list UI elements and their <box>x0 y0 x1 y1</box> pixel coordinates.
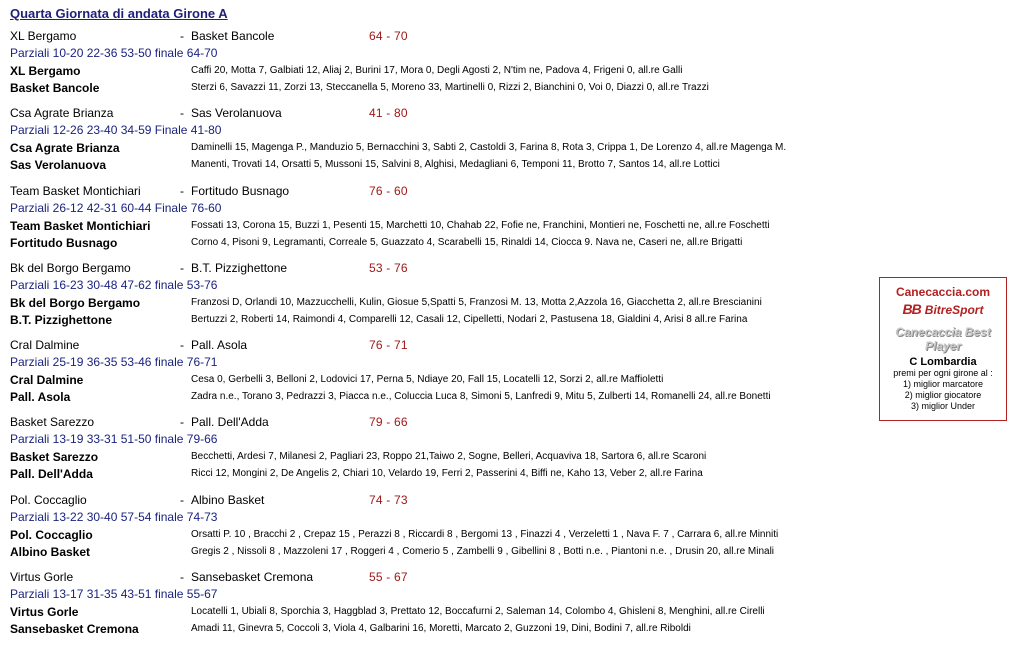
game-block <box>10 493 870 570</box>
team-separator: - <box>180 338 184 353</box>
home-team-label: Pol. Coccaglio <box>10 527 93 542</box>
home-team-name: Csa Agrate Brianza <box>10 106 114 121</box>
home-players: Locatelli 1, Ubiali 8, Sporchia 3, Haggblad 3, Prettato 12, Boccafurni 2, Saleman 14, Colombo 4, Ghisleni 8, Menghini, all.re Cirelli <box>191 606 765 618</box>
team-separator: - <box>180 29 184 43</box>
prize-intro: premi per ogni girone al : <box>893 368 993 378</box>
away-players: Bertuzzi 2, Roberti 14, Raimondi 4, Comparelli 12, Casali 12, Cipelletti, Nodari 2, Pastusena 18, Gialdini 4, Arisi 8 all.re Farina <box>191 313 748 325</box>
home-team-label: Cral Dalmine <box>10 373 84 388</box>
home-players: Orsatti P. 10 , Bracchi 2 , Crepaz 15 , Perazzi 8 , Riccardi 8 , Bergomi 13 , Finazzi 4 , Verzeletti 1 , Nava F. 7 , Carrara 6, all.re Minniti <box>191 528 779 540</box>
team-separator: - <box>180 260 184 275</box>
team-separator: - <box>180 106 184 121</box>
partial-scores: Parziali 13-22 30-40 57-54 finale 74-73 <box>10 509 218 524</box>
away-team-label: Fortitudo Busnago <box>10 235 118 250</box>
game-block <box>10 29 870 106</box>
away-players: Manenti, Trovati 14, Orsatti 5, Mussoni 15, Salvini 8, Alghisi, Medagliani 6, Temponi 11, Brotto 7, Santos 14, all.re Lottici <box>191 159 720 171</box>
away-team-name: Basket Bancole <box>191 29 275 43</box>
away-team-name: Sas Verolanuova <box>191 106 282 121</box>
game-block <box>10 415 870 492</box>
away-team-label: Sas Verolanuova <box>10 158 107 173</box>
sponsor-brand <box>880 301 1006 317</box>
final-score: 55 - 67 <box>369 570 408 585</box>
best-player-title: Canecaccia Best Player <box>895 325 991 353</box>
prize-item: 3) miglior Under <box>910 401 976 411</box>
page-title[interactable]: Quarta Giornata di andata Girone A <box>10 6 228 21</box>
away-players: Zadra n.e., Torano 3, Pedrazzi 3, Piacca n.e., Coluccia Luca 8, Simoni 5, Lanfredi 9, Mitu 5, Zulberti 14, Romanelli 24, all.re Bonetti <box>191 391 771 403</box>
away-team-name: Pall. Asola <box>191 338 248 353</box>
home-team-label: Team Basket Montichiari <box>10 218 151 233</box>
partial-scores: Parziali 26-12 42-31 60-44 Finale 76-60 <box>10 200 222 215</box>
final-score: 76 - 60 <box>369 183 408 198</box>
home-team-label: Basket Sarezzo <box>10 450 99 465</box>
game-block <box>10 261 870 338</box>
away-players: Amadi 11, Ginevra 5, Coccoli 3, Viola 4, Galbarini 16, Moretti, Marcato 2, Guzzoni 19, Dini, Bodini 7, all.re Riboldi <box>191 623 691 635</box>
partial-scores: Parziali 12-26 23-40 34-59 Finale 41-80 <box>10 123 222 138</box>
prize-item: 1) miglior marcatore <box>902 379 984 389</box>
away-team-label: Pall. Dell'Adda <box>10 467 93 482</box>
team-separator: - <box>180 492 184 507</box>
away-players: Ricci 12, Mongini 2, De Angelis 2, Chiari 10, Velardo 19, Ferri 2, Passerini 4, Biffi ne, Kaho 13, Veber 2, all.re Farina <box>191 468 703 480</box>
region-label: C Lombardia <box>909 356 977 368</box>
team-separator: - <box>180 570 184 585</box>
final-score: 79 - 66 <box>369 415 408 430</box>
away-players: Corno 4, Pisoni 9, Legramanti, Correale 5, Guazzato 4, Scarabelli 15, Rinaldi 14, Ciocca 9. Nava ne, Caseri ne, all.re Brigatti <box>191 236 743 248</box>
home-players: Fossati 13, Corona 15, Buzzi 1, Pesenti 15, Marchetti 10, Chahab 22, Fofie ne, Franchini, Montieri ne, Foschetti ne, all.re Foschetti <box>191 219 770 231</box>
games-list <box>10 29 870 647</box>
away-team-name: B.T. Pizzighettone <box>191 260 288 275</box>
home-team-name: Pol. Coccaglio <box>10 492 87 507</box>
sponsor-banner[interactable] <box>879 277 1007 421</box>
home-team-label: Virtus Gorle <box>10 605 79 620</box>
away-team-label: B.T. Pizzighettone <box>10 312 112 327</box>
home-team-label: Csa Agrate Brianza <box>10 141 120 156</box>
home-players: Becchetti, Ardesi 7, Milanesi 2, Pagliari 23, Roppo 21,Taiwo 2, Sogne, Belleri, Acquaviva 18, Sartora 6, all.re Scaroni <box>191 451 707 463</box>
home-team-name: Basket Sarezzo <box>10 415 95 430</box>
away-team-label: Sansebasket Cremona <box>10 622 139 637</box>
away-players: Sterzi 6, Savazzi 11, Zorzi 13, Steccanella 5, Moreno 33, Martinelli 0, Rizzi 2, Bianchini 0, Voi 0, Diazzi 0, all.re Trazzi <box>191 82 709 93</box>
team-separator: - <box>180 415 184 430</box>
away-team-name: Fortitudo Busnago <box>191 183 290 198</box>
prize-item: 2) miglior giocatore <box>904 390 982 400</box>
away-team-label: Albino Basket <box>10 544 91 559</box>
final-score: 76 - 71 <box>369 338 408 353</box>
partial-scores: Parziali 25-19 36-35 53-46 finale 76-71 <box>10 355 218 370</box>
away-team-name: Sansebasket Cremona <box>191 570 314 585</box>
team-separator: - <box>180 183 184 198</box>
home-team-name: Virtus Gorle <box>10 570 74 585</box>
home-team-name: XL Bergamo <box>10 29 77 43</box>
away-team-label: Pall. Asola <box>10 390 71 405</box>
game-block <box>10 184 870 261</box>
away-team-name: Albino Basket <box>191 492 265 507</box>
partial-scores: Parziali 16-23 30-48 47-62 finale 53-76 <box>10 277 218 292</box>
game-block <box>10 570 870 647</box>
home-players: Caffi 20, Motta 7, Galbiati 12, Aliaj 2, Burini 17, Mora 0, Degli Agosti 2, N'tim ne, Padova 4, Frigeni 0, all.re Galli <box>191 65 683 76</box>
home-team-name: Cral Dalmine <box>10 338 80 353</box>
home-players: Cesa 0, Gerbelli 3, Belloni 2, Lodovici 17, Perna 5, Ndiaye 20, Fall 15, Locatelli 12, Sorzi 2, all.re Maffioletti <box>191 374 664 386</box>
away-team-name: Pall. Dell'Adda <box>191 415 269 430</box>
final-score: 64 - 70 <box>369 29 408 43</box>
final-score: 41 - 80 <box>369 106 408 121</box>
home-team-name: Bk del Borgo Bergamo <box>10 260 131 275</box>
partial-scores: Parziali 13-19 33-31 51-50 finale 79-66 <box>10 432 218 447</box>
away-players: Gregis 2 , Nissoli 8 , Mazzoleni 17 , Roggeri 4 , Comerio 5 , Zambelli 9 , Gibellini 8 , Botti n.e. , Piantoni n.e. , Drusin 20, all.re Minali <box>191 545 775 557</box>
final-score: 53 - 76 <box>369 260 408 275</box>
away-team-label: Basket Bancole <box>10 81 100 95</box>
home-players: Franzosi D, Orlandi 10, Mazzucchelli, Kulin, Giosue 5,Spatti 5, Franzosi M. 13, Motta 2,Azzola 16, Giacchetta 2, all.re Brescianini <box>191 296 762 308</box>
home-team-label: XL Bergamo <box>10 64 81 78</box>
partial-scores: Parziali 10-20 22-36 53-50 finale 64-70 <box>10 46 218 60</box>
sponsor-logo-icon: BB <box>902 301 921 317</box>
game-block <box>10 338 870 415</box>
sponsor-site: Canecaccia.com <box>895 285 991 299</box>
partial-scores: Parziali 13-17 31-35 43-51 finale 55-67 <box>10 587 218 602</box>
game-block <box>10 106 870 183</box>
home-team-label: Bk del Borgo Bergamo <box>10 295 141 310</box>
sponsor-brand-name: BitreSport <box>924 303 984 317</box>
home-players: Daminelli 15, Magenga P., Manduzio 5, Bernacchini 3, Sabti 2, Castoldi 3, Farina 8, Rota 3, Crippa 1, De Lorenzo 4, all.re Magenga M. <box>191 142 787 154</box>
final-score: 74 - 73 <box>369 492 408 507</box>
home-team-name: Team Basket Montichiari <box>10 183 141 198</box>
